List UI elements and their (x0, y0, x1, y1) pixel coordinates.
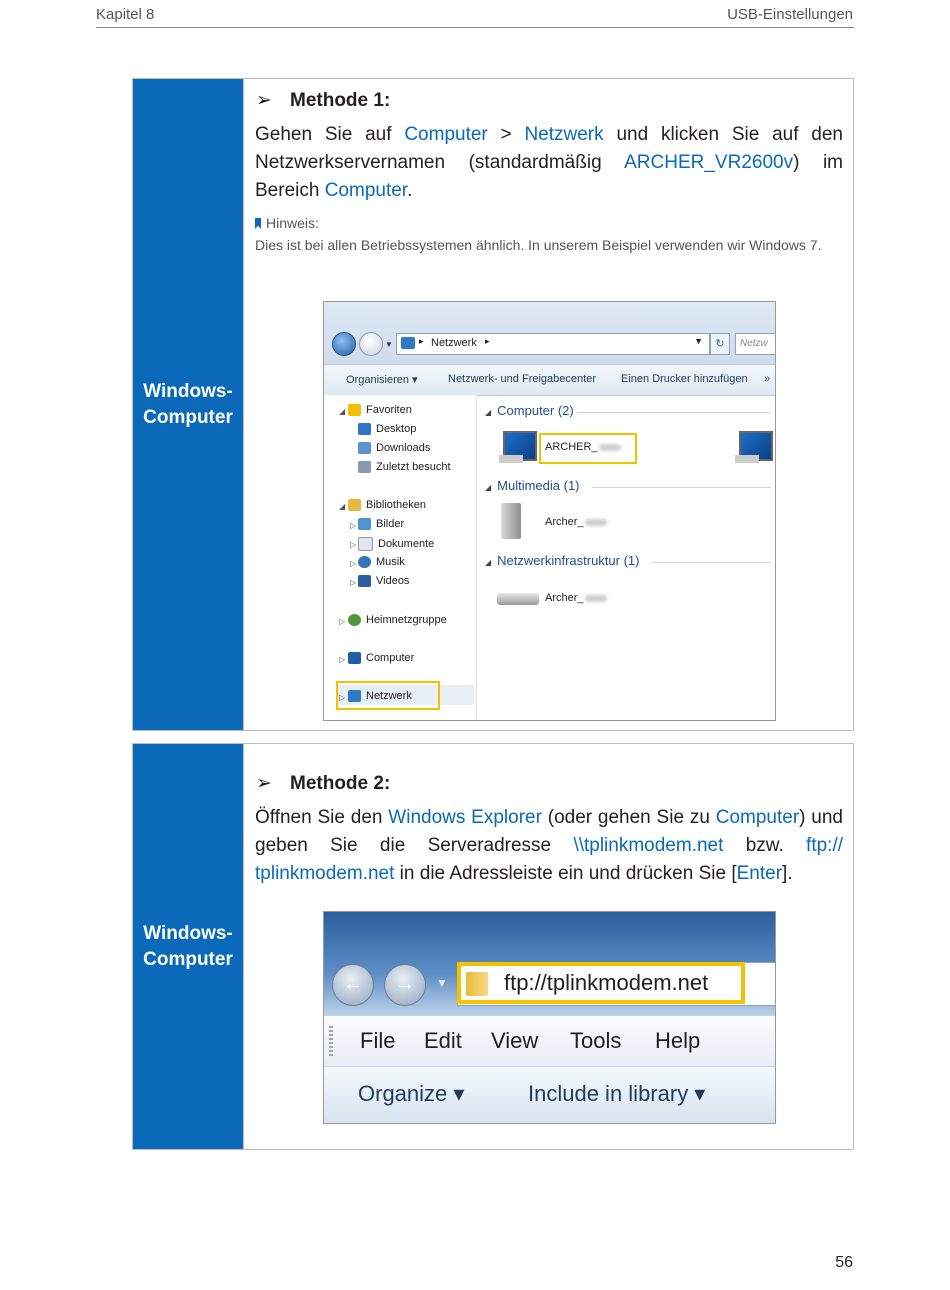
menu-bar (324, 1016, 775, 1067)
search-input[interactable]: Netzw (735, 333, 776, 355)
network-icon (401, 337, 415, 349)
group-divider (577, 412, 771, 413)
menu-edit[interactable]: Edit (424, 1028, 462, 1053)
content-pane (477, 395, 775, 720)
organize-button[interactable]: Organisieren ▾ (346, 374, 418, 386)
side-label-line2: Computer (143, 948, 233, 970)
nav-item-zuletzt[interactable]: Zuletzt besucht (358, 461, 451, 473)
archer-highlight (539, 433, 637, 464)
videos-icon (358, 575, 371, 587)
music-icon (358, 556, 371, 568)
star-icon (348, 404, 361, 416)
documents-icon (358, 537, 373, 551)
explorer-toolbar (324, 364, 775, 396)
server-name: ARCHER_VR2600v (624, 152, 794, 173)
nav-item-computer[interactable]: Computer (348, 652, 414, 664)
nav-item-downloads[interactable]: Downloads (358, 442, 430, 454)
forward-button[interactable] (359, 332, 383, 356)
download-icon (358, 442, 371, 454)
media-server-icon (501, 503, 521, 539)
ftp-address[interactable]: ftp:// tplinkmodem.net (255, 835, 844, 884)
homegroup-icon (348, 614, 361, 626)
history-dropdown-icon[interactable]: ▼ (385, 340, 393, 349)
menu-view[interactable]: View (491, 1028, 539, 1053)
method1-content (243, 79, 853, 730)
side-label-line1: Windows- (143, 380, 233, 402)
address-dropdown-icon[interactable]: ▼ (694, 336, 703, 346)
method2-box (132, 743, 854, 1150)
group-infra: ◢ Netzwerkinfrastruktur (1) (485, 553, 640, 568)
menu-tools[interactable]: Tools (570, 1028, 622, 1053)
nav-item-desktop[interactable]: Desktop (358, 423, 416, 435)
link-computer[interactable]: Computer (715, 807, 800, 828)
method2-title-text: Methode 2: (290, 773, 391, 794)
navigation-pane: ◢ Favoriten Desktop Downloads Zuletzt besucht ◢ Bibliotheken ▷ Bilder ▷ Dokumente ▷ Musik ▷ Videos ▷ Heimnetzgruppe ▷ Computer ▷ Netzwerk (324, 395, 477, 720)
menu-file[interactable]: File (360, 1028, 396, 1053)
nav-item-videos[interactable]: Videos (358, 575, 409, 587)
chapter-label: Kapitel 8 (96, 6, 155, 23)
address-bar-area (324, 302, 775, 364)
nav-item-bibliotheken[interactable]: Bibliotheken (348, 499, 426, 511)
group-computer: ◢ Computer (2) (485, 403, 574, 418)
note-text: Dies ist bei allen Betriebssystemen ähnlich. In unserem Beispiel verwenden wir Windows 7. (255, 237, 822, 253)
pc-base-2 (735, 455, 759, 463)
section-label: USB-Einstellungen (727, 6, 853, 23)
device-archer-infra[interactable]: Archer_ (545, 592, 607, 604)
nav-item-bilder[interactable]: Bilder (358, 518, 404, 530)
group-divider-3 (652, 562, 771, 563)
network-center-button[interactable]: Netzwerk- und Freigabecenter (448, 373, 596, 385)
back-button[interactable]: ← (332, 964, 374, 1006)
command-bar (324, 1067, 775, 1123)
address-text: ftp://tplinkmodem.net (504, 970, 709, 995)
forward-button[interactable]: → (384, 964, 426, 1006)
method1-side-label (133, 79, 243, 730)
method2-title (256, 772, 390, 795)
pictures-icon (358, 518, 371, 530)
header-rule (96, 27, 854, 28)
link-netzwerk[interactable]: Netzwerk (524, 124, 604, 145)
enter-key: Enter (736, 863, 783, 884)
address-box[interactable] (396, 333, 710, 355)
explorer-screenshot (323, 301, 776, 721)
device-archer-media[interactable]: Archer_ (545, 516, 607, 528)
menu-help[interactable]: Help (655, 1028, 701, 1053)
router-icon (497, 593, 539, 605)
title-area (324, 912, 775, 1016)
desktop-icon (358, 423, 371, 435)
library-icon (348, 499, 361, 511)
nav-item-favoriten[interactable]: Favoriten (348, 404, 412, 416)
include-in-library-button[interactable]: Include in library ▾ (528, 1081, 706, 1106)
note-label: Hinweis: (255, 215, 319, 231)
recent-icon (358, 461, 371, 473)
unc-address[interactable]: \\tplinkmodem.net (573, 835, 724, 856)
breadcrumb-arrow-icon: ▸ (419, 336, 424, 346)
address-highlight (457, 962, 745, 1004)
breadcrumb-arrow-icon-2: ▸ (485, 336, 490, 346)
explorer-address-screenshot (323, 911, 776, 1124)
link-computer[interactable]: Computer (404, 124, 488, 145)
page-number: 56 (835, 1254, 853, 1271)
history-dropdown-icon[interactable]: ▼ (436, 976, 448, 990)
method1-title-text: Methode 1: (290, 90, 391, 111)
bookmark-icon (255, 218, 261, 229)
method2-side-label (133, 744, 243, 1149)
group-divider-2 (592, 487, 771, 488)
refresh-button[interactable]: ↻ (710, 333, 730, 355)
nav-item-netzwerk[interactable]: Netzwerk (348, 690, 412, 702)
method1-box (132, 78, 854, 731)
side-label-line1: Windows- (143, 922, 233, 944)
arrow-bullet-icon: ➢ (256, 90, 272, 111)
side-label-line2: Computer (143, 406, 233, 428)
arrow-bullet-icon: ➢ (256, 773, 272, 794)
link-windows-explorer[interactable]: Windows Explorer (388, 807, 542, 828)
method1-paragraph: Gehen Sie auf Computer > Netzwerk und klicken Sie auf den Netzwerkservernamen (standardmäßig ARCHER_VR2600v) im Bereich Computer. (255, 124, 843, 201)
group-multimedia: ◢ Multimedia (1) (485, 478, 580, 493)
method2-paragraph: Öffnen Sie den Windows Explorer (oder gehen Sie zu Computer) und geben Sie die Serveradresse \\tplinkmodem.net bzw. ftp:// tplinkmodem.net in die Adressleiste ein und drücken Sie [Enter]. (255, 807, 844, 884)
pc-base (499, 455, 523, 463)
netzwerk-highlight (336, 681, 440, 710)
nav-item-heimnetz[interactable]: Heimnetzgruppe (348, 614, 447, 626)
computer-icon (348, 652, 361, 664)
device-archer-computer[interactable]: ARCHER_ (545, 441, 621, 453)
link-computer-2[interactable]: Computer (324, 180, 408, 201)
add-printer-button[interactable]: Einen Drucker hinzufügen (621, 373, 748, 385)
organize-button[interactable]: Organize ▾ (358, 1081, 465, 1106)
method2-content (243, 744, 853, 1149)
address-text: Netzwerk (431, 337, 477, 349)
more-button[interactable]: » (764, 373, 771, 385)
menu-grip (329, 1026, 333, 1056)
nav-item-dokumente[interactable]: Dokumente (358, 537, 434, 551)
nav-item-musik[interactable]: Musik (358, 556, 405, 568)
back-button[interactable] (332, 332, 356, 356)
method1-title (256, 89, 390, 112)
